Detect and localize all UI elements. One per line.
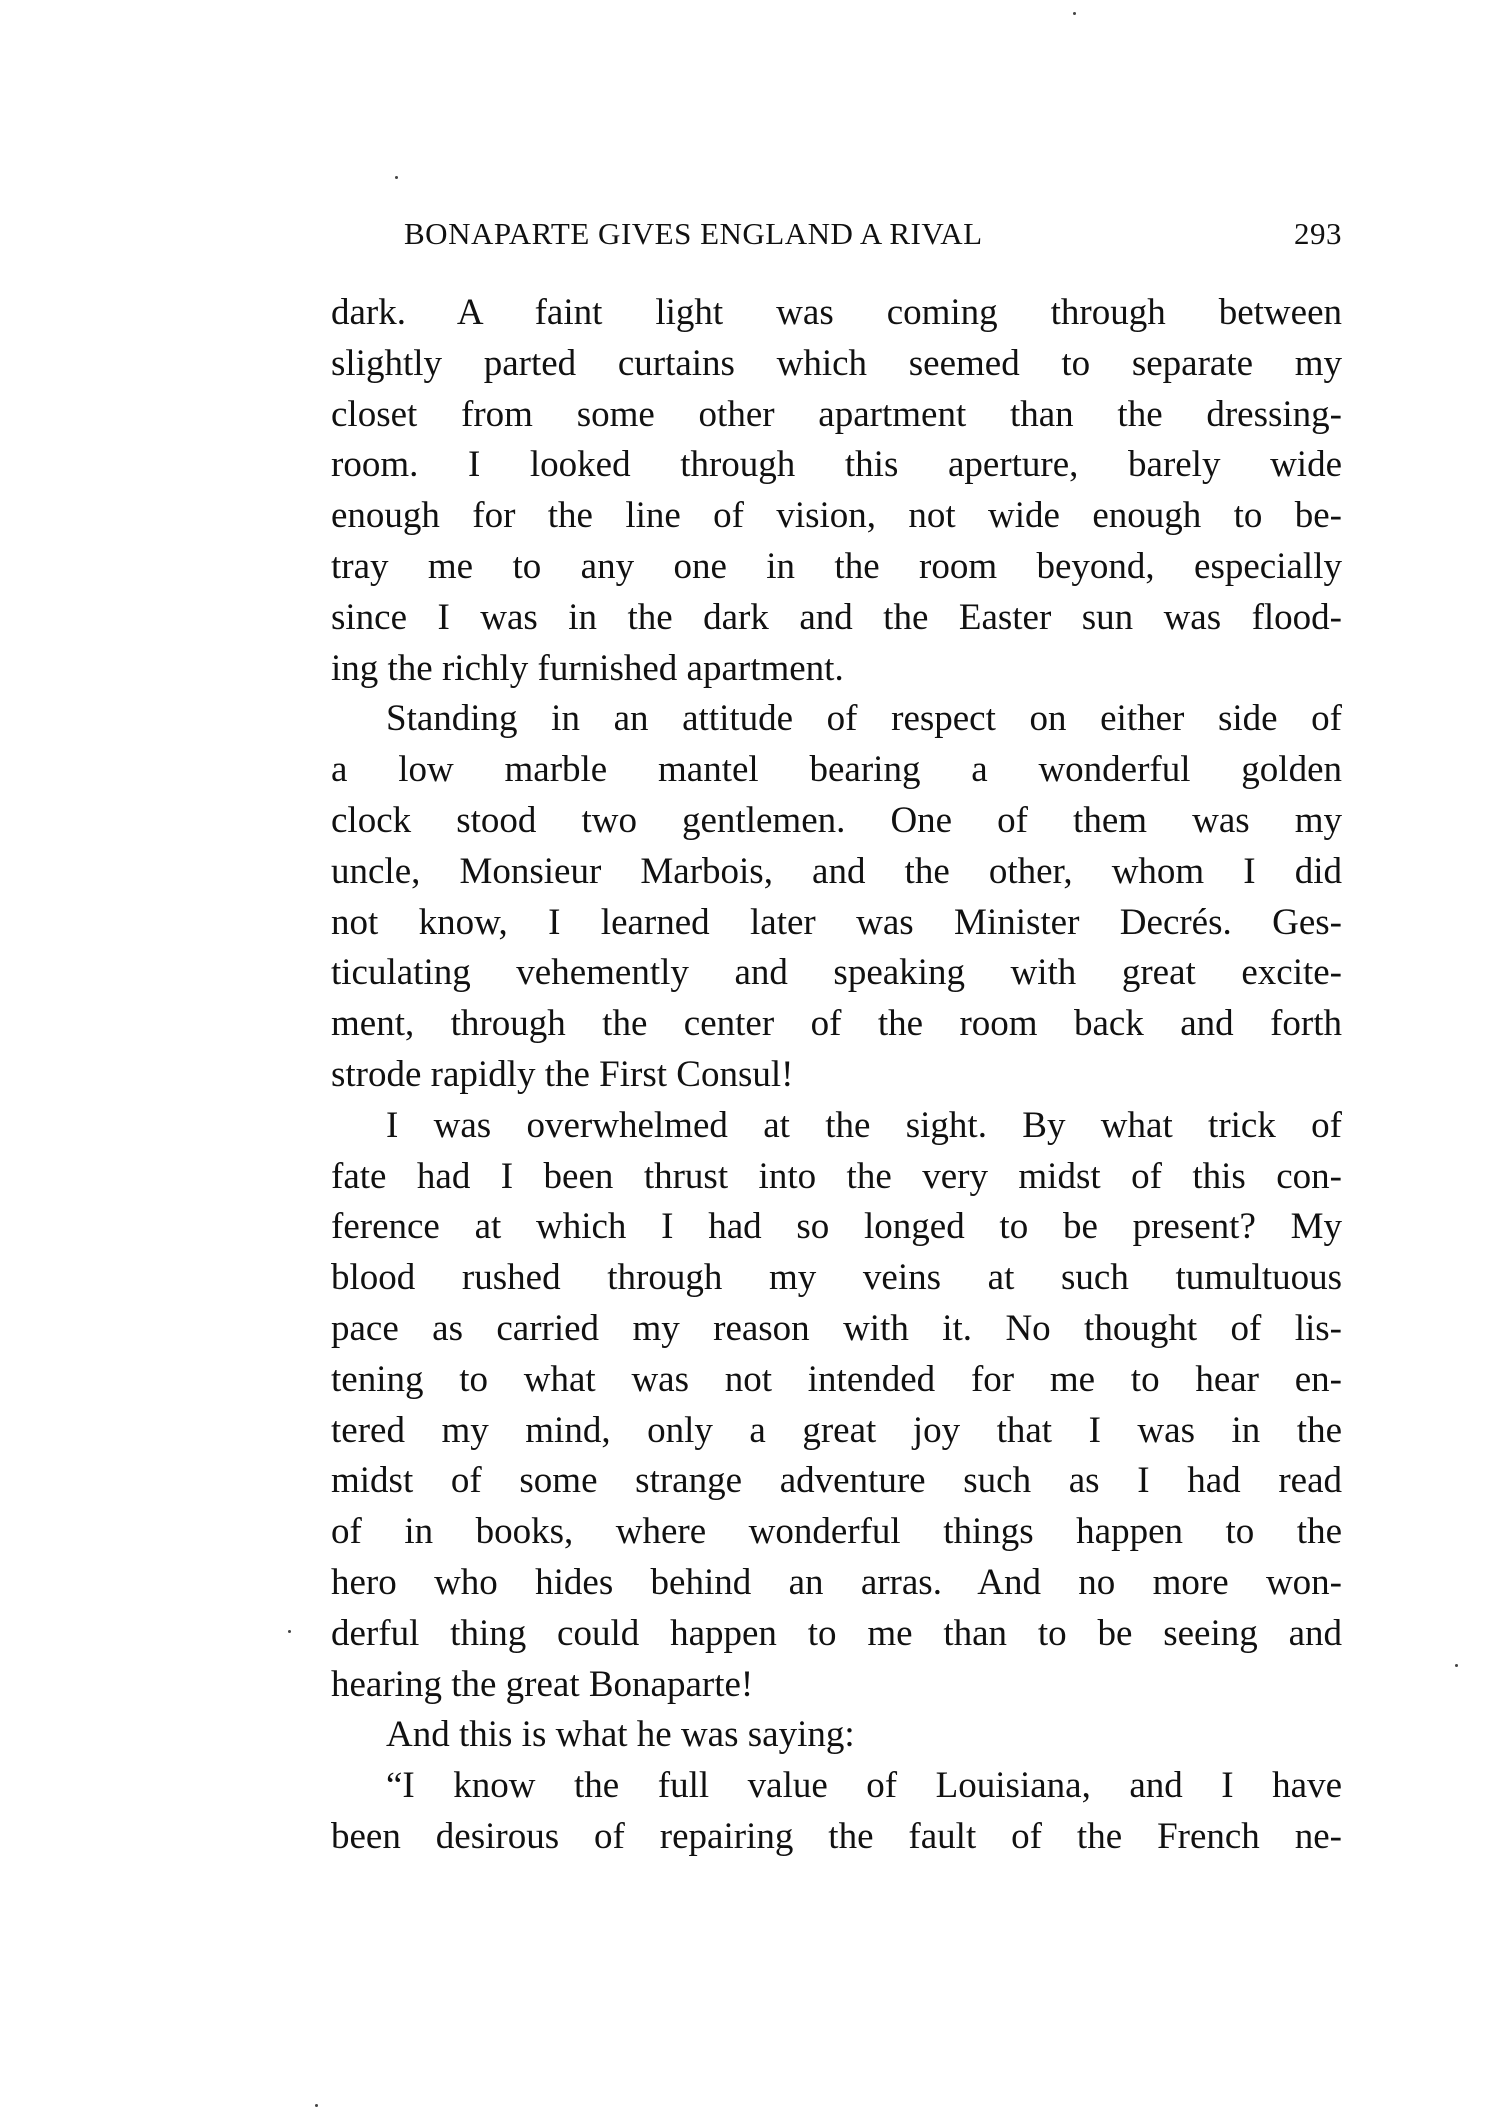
text-line: “I know the full value of Louisiana, and I have [386, 1765, 1342, 1807]
text-line: of in books, where wonderful things happen to the [331, 1511, 1342, 1553]
text-line: hero who hides behind an arras. And no more won- [331, 1561, 1342, 1603]
text-line: I was overwhelmed at the sight. By what trick of [386, 1104, 1342, 1146]
page-body-text [331, 288, 1342, 1863]
text-line: blood rushed through my veins at such tumultuous [331, 1257, 1342, 1299]
text-line: tray me to any one in the room beyond, especially [331, 545, 1342, 587]
text-line: since I was in the dark and the Easter sun was flood- [331, 596, 1342, 638]
text-line: ticulating vehemently and speaking with great excite- [331, 952, 1342, 994]
text-line: And this is what he was saying: [386, 1714, 855, 1756]
text-line: strode rapidly the First Consul! [331, 1053, 794, 1095]
text-line: tening to what was not intended for me to hear en- [331, 1358, 1342, 1400]
text-line: Standing in an attitude of respect on either side of [386, 698, 1342, 740]
text-line: fate had I been thrust into the very midst of this con- [331, 1155, 1342, 1197]
text-line: closet from some other apartment than the dressing- [331, 393, 1342, 435]
text-line: slightly parted curtains which seemed to separate my [331, 342, 1342, 384]
page-number: 293 [1294, 216, 1342, 251]
scan-speck [288, 1630, 291, 1633]
running-title: BONAPARTE GIVES ENGLAND A RIVAL [404, 216, 983, 251]
scan-speck [1455, 1664, 1458, 1667]
text-line: not know, I learned later was Minister Decrés. Ges- [331, 901, 1342, 943]
text-line: room. I looked through this aperture, barely wide [331, 444, 1342, 486]
text-line: derful thing could happen to me than to be seeing and [331, 1612, 1342, 1654]
scan-speck [1073, 12, 1076, 15]
text-line: a low marble mantel bearing a wonderful golden [331, 749, 1342, 791]
text-line: ference at which I had so longed to be present? My [331, 1206, 1342, 1248]
text-line: midst of some strange adventure such as I had read [331, 1460, 1342, 1502]
text-line: ment, through the center of the room back and forth [331, 1003, 1342, 1045]
text-line: ing the richly furnished apartment. [331, 647, 844, 689]
text-line: hearing the great Bonaparte! [331, 1663, 754, 1705]
text-line: tered my mind, only a great joy that I was in the [331, 1409, 1342, 1451]
text-line: dark. A faint light was coming through between [331, 292, 1342, 333]
running-header [404, 212, 1342, 256]
text-line: uncle, Monsieur Marbois, and the other, whom I did [331, 850, 1342, 892]
text-line: clock stood two gentlemen. One of them was my [331, 799, 1342, 841]
scan-speck [395, 176, 398, 179]
text-line: been desirous of repairing the fault of the French ne- [331, 1815, 1342, 1857]
text-line: enough for the line of vision, not wide enough to be- [331, 495, 1342, 537]
text-line: pace as carried my reason with it. No thought of lis- [331, 1307, 1342, 1349]
